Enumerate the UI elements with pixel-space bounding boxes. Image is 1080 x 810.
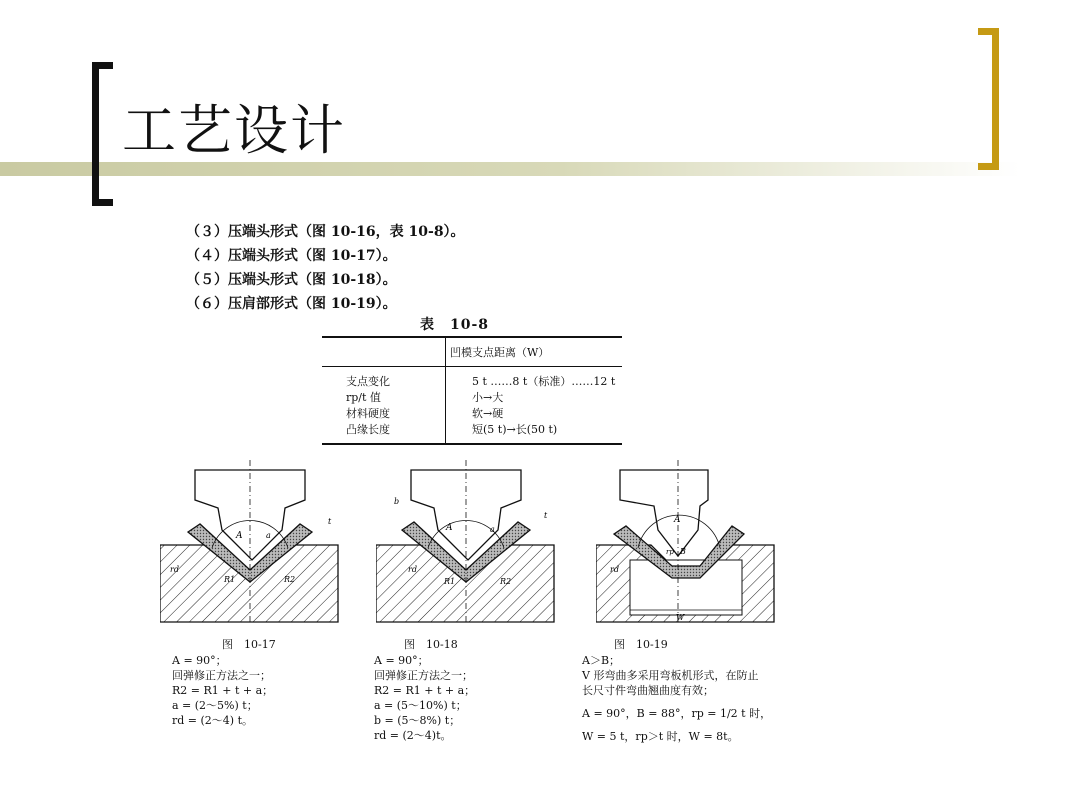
item-list — [186, 220, 465, 316]
label-b: b — [394, 497, 400, 506]
table-row — [322, 389, 622, 405]
spec-table — [322, 336, 622, 445]
table-cell: 支点变化 — [346, 375, 390, 388]
note-line: a = (2～5%) t； — [172, 699, 258, 712]
figure-title: 图 10-19 — [614, 638, 668, 651]
table-header-cell — [322, 337, 446, 367]
figure-title: 图 10-18 — [404, 638, 458, 651]
note-line: 长尺寸件弯曲翘曲度有效； — [582, 684, 714, 697]
table-header-cell: 凹模支点距离（W） — [446, 337, 623, 367]
figure-title: 图 10-17 — [222, 638, 276, 651]
label-a: a — [266, 531, 271, 540]
label-R1: R1 — [224, 575, 236, 584]
label-A: A — [236, 531, 243, 541]
label-rd: rd — [408, 565, 417, 574]
figure-10-18-diagram — [376, 460, 566, 625]
note-line: R2 = R1 + t + a； — [374, 684, 476, 697]
table-cell: 5 t ……8 t（标准）……12 t — [446, 367, 623, 390]
table-row — [322, 405, 622, 421]
note-line: V 形弯曲多采用弯板机形式，在防止 — [582, 669, 759, 682]
table-cell: rp/t 值 — [346, 391, 381, 404]
figure-10-19-caption — [582, 637, 771, 744]
table-cell: 凸缘长度 — [346, 423, 390, 436]
note-line: A = 90°； — [374, 654, 429, 667]
label-rd: rd — [170, 565, 179, 574]
note-line: A = 90°，B = 88°，rp = 1/2 t 时， — [582, 707, 772, 720]
figure-10-18-caption — [374, 637, 475, 743]
table-cell: 小→大 — [446, 389, 623, 405]
table-cell: 软→硬 — [446, 405, 623, 421]
label-rp: rp — [666, 548, 674, 556]
label-R2: R2 — [284, 575, 296, 584]
list-item: （３）压端头形式（图 10-16，表 10-8）。 — [186, 224, 465, 240]
table-cell: 短(5 t)→长(50 t) — [446, 421, 623, 444]
note-line: 回弹修正方法之一； — [374, 669, 473, 682]
table-cell: 材料硬度 — [346, 407, 390, 420]
table-caption: 表 10-8 — [420, 317, 490, 333]
label-t: t — [544, 511, 548, 520]
list-item: （６）压肩部形式（图 10-19）。 — [186, 296, 397, 312]
figure-10-19-diagram — [596, 460, 786, 625]
note-line: rd = (2～4) t。 — [172, 714, 254, 727]
label-R2: R2 — [500, 577, 512, 586]
label-a: a — [490, 525, 495, 534]
list-item: （５）压端头形式（图 10-18）。 — [186, 272, 397, 288]
label-W: W — [676, 613, 685, 622]
label-R1: R1 — [444, 577, 456, 586]
note-line: 回弹修正方法之一； — [172, 669, 271, 682]
label-rd: rd — [610, 565, 619, 574]
note-line: R2 = R1 + t + a； — [172, 684, 274, 697]
list-item: （４）压端头形式（图 10-17）。 — [186, 248, 397, 264]
note-line: A＞B； — [582, 654, 621, 667]
title-underline — [0, 162, 1020, 176]
right-bracket-decoration — [978, 28, 999, 170]
figure-10-17-caption — [172, 637, 276, 728]
label-A: A — [446, 523, 453, 533]
note-line: b = (5～8%) t； — [374, 714, 461, 727]
note-line: A = 90°； — [172, 654, 227, 667]
note-line: W = 5 t，rp＞t 时，W = 8t。 — [582, 730, 739, 743]
note-line: rd = (2～4)t。 — [374, 729, 452, 742]
label-B: B — [680, 547, 686, 556]
note-line: a = (5～10%) t； — [374, 699, 467, 712]
label-t: t — [328, 517, 332, 526]
left-bracket-decoration — [92, 62, 113, 206]
label-A: A — [674, 515, 681, 525]
table-row — [322, 421, 622, 444]
figure-10-17-diagram — [160, 460, 350, 625]
slide-title: 工艺设计 — [122, 99, 346, 162]
table-row — [322, 367, 622, 390]
